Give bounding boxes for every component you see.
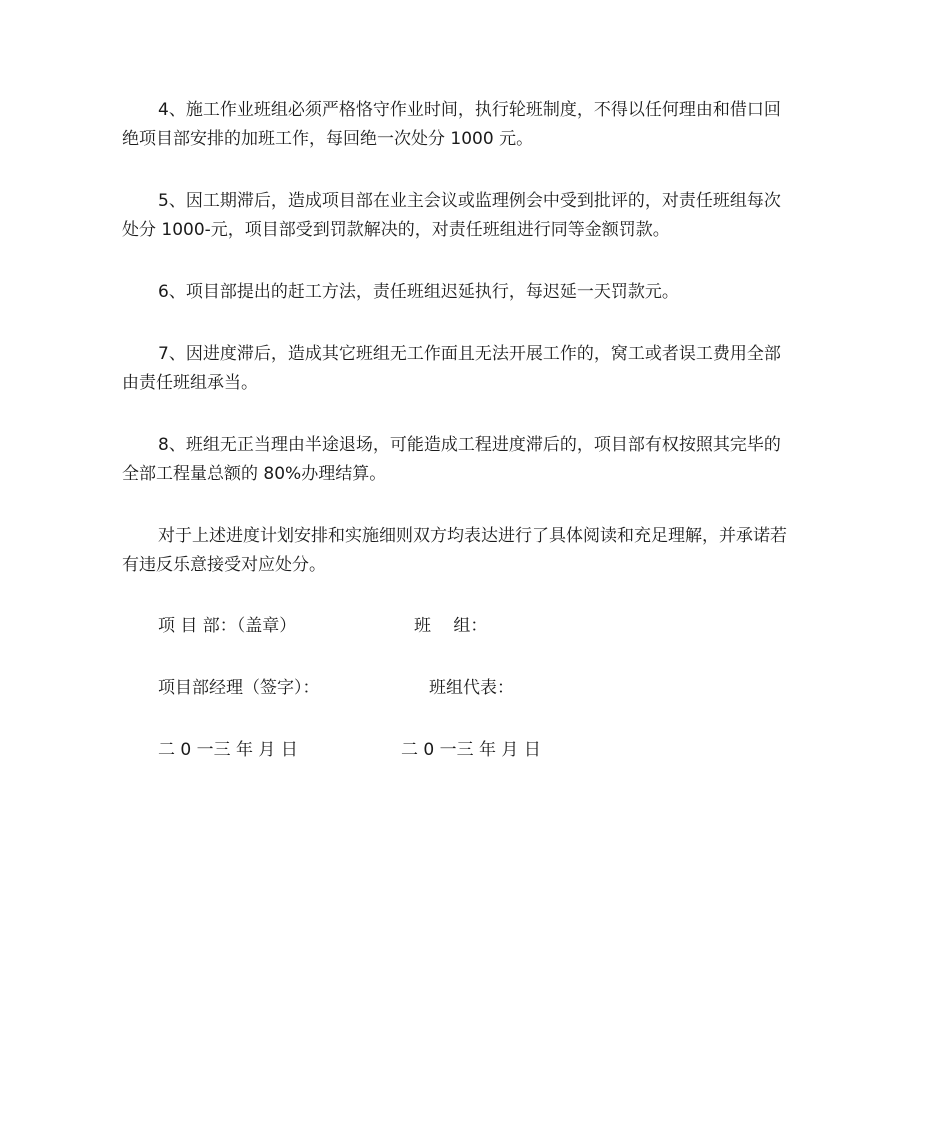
project-manager-signature-label: 项目部经理（签字）： [158, 678, 320, 698]
clause-6-line-1: 6、项目部提出的赶工方法，责任班组迟延执行，每迟延一天罚款元。 [158, 282, 679, 302]
clause-5-line-1: 5、因工期滞后，造成项目部在业主会议或监理例会中受到批评的，对责任班组每次 [158, 191, 781, 211]
date-left: 二 0 一三 年 月 日 [158, 740, 298, 760]
clause-8-line-1: 8、班组无正当理由半途退场，可能造成工程进度滞后的，项目部有权按照其完毕的 [158, 435, 781, 455]
clause-5-line-2: 处分 1000-元，项目部受到罚款解决的，对责任班组进行同等金额罚款。 [122, 220, 670, 240]
clause-7-paragraph [122, 340, 832, 398]
team-representative-label: 班组代表： [429, 678, 514, 698]
clause-4-paragraph [122, 96, 832, 154]
date-right: 二 0 一三 年 月 日 [401, 740, 541, 760]
acknowledgement-paragraph [122, 522, 832, 580]
clause-6-paragraph [122, 278, 832, 307]
clause-5-paragraph [122, 187, 832, 245]
acknowledgement-line-2: 有违反乐意接受对应处分。 [122, 555, 326, 575]
team-label: 班 组： [414, 616, 488, 636]
clause-8-paragraph [122, 431, 832, 489]
clause-7-line-2: 由责任班组承当。 [122, 373, 258, 393]
project-dept-seal-label: 项 目 部：（盖章） [158, 616, 297, 636]
clause-4-line-2: 绝项目部安排的加班工作，每回绝一次处分 1000 元。 [122, 129, 534, 149]
acknowledgement-line-1: 对于上述进度计划安排和实施细则双方均表达进行了具体阅读和充足理解，并承诺若 [158, 526, 787, 546]
clause-7-line-1: 7、因进度滞后，造成其它班组无工作面且无法开展工作的，窝工或者误工费用全部 [158, 344, 781, 364]
clause-8-line-2: 全部工程量总额的 80%办理结算。 [122, 464, 387, 484]
clause-4-line-1: 4、施工作业班组必须严格恪守作业时间，执行轮班制度，不得以任何理由和借口回 [158, 100, 781, 120]
